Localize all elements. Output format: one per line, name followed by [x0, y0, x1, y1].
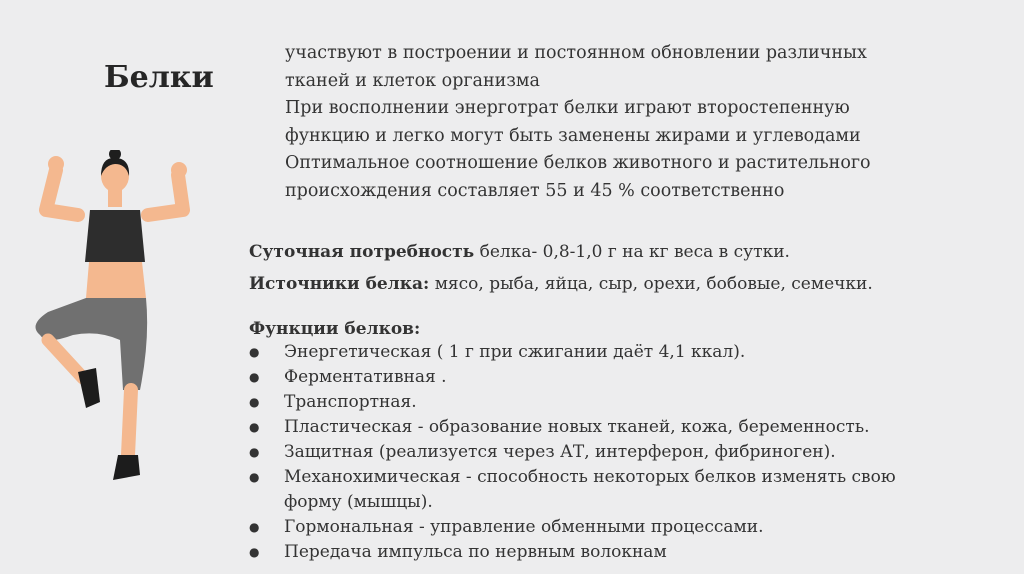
list-item: ● Гормональная - управление обменными процессами. — [249, 515, 1009, 540]
woman-exercising-illustration — [18, 150, 208, 495]
list-item: ● Транспортная. — [249, 390, 1009, 415]
list-item: ● Передача импульса по нервным волокнам — [249, 540, 1009, 565]
functions-list — [249, 340, 1009, 565]
list-item: ● Пластическая - образование новых тканей, кожа, беременность. — [249, 415, 1009, 440]
intro-text — [285, 40, 1005, 205]
functions-section — [249, 318, 1009, 565]
functions-heading: Функции белков: — [249, 319, 421, 339]
intro-line: тканей и клеток организма — [285, 70, 540, 91]
intro-line: функцию и легко могут быть заменены жирами и углеводами — [285, 125, 861, 146]
protein-sources — [249, 268, 1009, 300]
facts — [249, 236, 1009, 300]
intro-line: участвуют в построении и постоянном обновлении различных — [285, 43, 867, 63]
intro-line: происхождения составляет 55 и 45 % соответственно — [285, 180, 785, 201]
slide-title: Белки — [104, 60, 214, 95]
list-item: ● Защитная (реализуется через АТ, интерферон, фибриноген). — [249, 440, 1009, 465]
daily-need — [249, 236, 1009, 268]
intro-line: Оптимальное соотношение белков животного и растительного — [285, 153, 871, 173]
intro-line: При восполнении энерготрат белки играют второстепенную — [285, 98, 850, 118]
sources-text: мясо, рыба, яйца, сыр, орехи, бобовые, семечки. — [429, 274, 873, 294]
daily-need-text: белка- 0,8-1,0 г на кг веса в сутки. — [474, 242, 790, 262]
list-item-continuation: форму (мышцы). — [284, 492, 433, 512]
sources-label: Источники белка: — [249, 274, 430, 294]
list-item: ● Ферментативная . — [249, 365, 1009, 390]
list-item: ● Энергетическая ( 1 г при сжигании даёт 4,1 ккал). — [249, 340, 1009, 365]
list-item: ● Механохимическая - способность некоторых белков изменять свою — [249, 465, 1009, 490]
daily-need-label: Суточная потребность — [249, 242, 475, 262]
